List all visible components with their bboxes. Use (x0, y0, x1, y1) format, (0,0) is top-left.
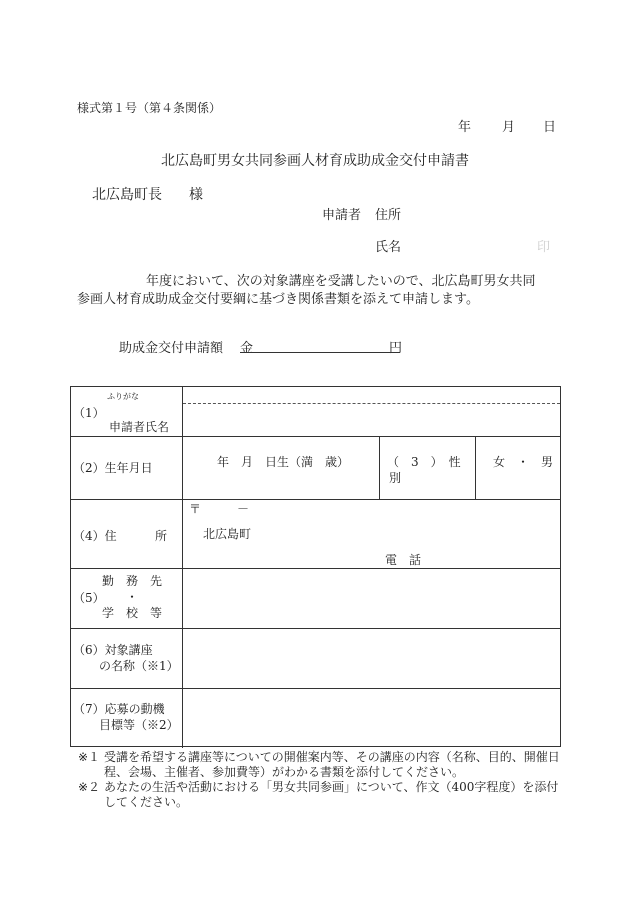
note-1 (78, 750, 564, 780)
motivation-label-2: 目標等（※2） (99, 718, 179, 732)
address-label: （4）住 (73, 529, 117, 543)
course-name-field[interactable] (183, 629, 561, 687)
notes-section (78, 750, 564, 810)
amount-underline (240, 352, 400, 353)
note-2-text: あなたの生活や活動における「男女共同参画」について、作文（400字程度）を添付してください。 (104, 780, 559, 809)
form-number: 様式第１号（第４条関係） (77, 101, 222, 115)
gender-column-divider (379, 436, 380, 499)
page-title: 北広島町男女共同参画人材育成助成金交付申請書 (161, 153, 469, 169)
amount-label: 助成金交付申請額 (119, 341, 224, 356)
amount-prefix: 金 (240, 341, 254, 356)
applicant-name-field[interactable] (183, 404, 561, 435)
workplace-field[interactable] (183, 569, 561, 627)
body-line-1: 年度において、次の対象講座を受講したいので、北広島町男女共同 (146, 274, 536, 289)
note-1-text: 受講を希望する講座等についての開催案内等、その講座の内容（名称、目的、開催日程、会場、主催者、参加費等）がわかる書類を添付してください。 (104, 750, 560, 779)
date-month-label: 月 (502, 120, 516, 135)
seal-mark: 印 (537, 240, 551, 255)
town-name: 北広島町 (203, 527, 252, 541)
applicant-address-label: 住所 (375, 208, 402, 223)
applicant-name-field-label: 申請者氏名 (109, 420, 170, 434)
phone-label: 電 話 (385, 553, 422, 567)
body-line-2: 参画人材育成助成金交付要綱に基づき関係書類を添えて申請します。 (77, 292, 479, 307)
application-form-table (70, 386, 561, 747)
gender-value-divider (475, 436, 476, 499)
birthdate-field[interactable]: 年 月 日生（満 歳） (217, 455, 350, 469)
motivation-field[interactable] (183, 689, 561, 746)
course-name-label-2: の名称（※1） (99, 659, 179, 673)
applicant-label: 申請者 (322, 208, 362, 223)
furigana-label: ふりがな (107, 392, 139, 401)
gender-options[interactable]: 女 ・ 男 (493, 455, 554, 469)
gender-label-b: 別 (389, 471, 402, 485)
applicant-name-label: 氏名 (375, 240, 402, 255)
date-day-label: 日 (543, 120, 557, 135)
row-divider (71, 436, 560, 437)
address-label-end: 所 (155, 529, 168, 543)
workplace-label: 勤 務 先 ・ 学 校 等 (101, 574, 162, 620)
date-year-label: 年 (458, 120, 472, 135)
addressee-name: 北広島町長 (92, 187, 162, 203)
addressee-honorific: 様 (189, 187, 203, 203)
row-divider (71, 499, 560, 500)
course-name-label-1: （6）対象講座 (73, 643, 153, 657)
gender-label-a: （ 3 ） 性 (387, 455, 461, 469)
furigana-field[interactable] (183, 388, 561, 403)
note-1-mark: ※１ (78, 750, 101, 764)
row1-number: （1） (73, 406, 105, 420)
amount-unit: 円 (389, 341, 403, 356)
birthdate-label: （2）生年月日 (73, 461, 153, 475)
row5-number: （5） (73, 591, 105, 605)
motivation-label-1: （7）応募の動機 (73, 702, 165, 716)
note-2 (78, 780, 564, 810)
postal-code-field[interactable]: 〒 － (189, 502, 250, 516)
note-2-mark: ※２ (78, 780, 101, 794)
